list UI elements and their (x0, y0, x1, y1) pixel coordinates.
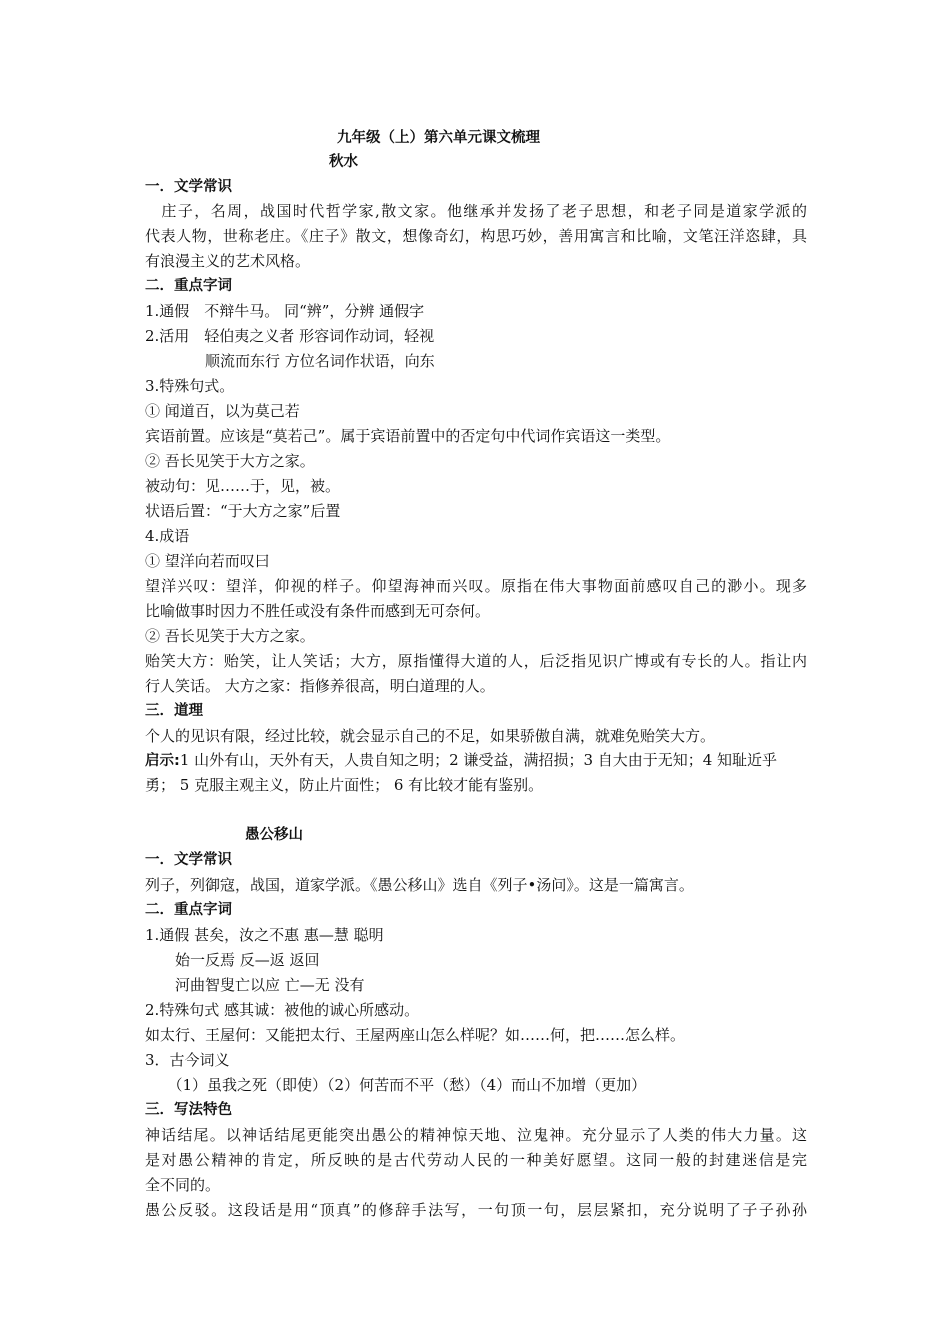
lesson1-enlightenment (145, 750, 777, 771)
lesson2-text-line: 河曲智叟亡以应 亡—无 没有 (145, 976, 365, 994)
lesson2-heading-literary: 一．文学常识 (145, 852, 232, 868)
lesson1-text-line: ① 闻道百，以为莫己若 (145, 402, 300, 420)
lesson2-text-line: 2.特殊句式 感其诚：被他的诚心所感动。 (145, 1001, 420, 1019)
lesson2-heading-words: 二．重点字词 (145, 902, 232, 918)
lesson1-text-line: ① 望洋向若而叹曰 (145, 552, 270, 570)
lesson1-paragraph: 望洋兴叹：望洋，仰视的样子。仰望海神而兴叹。原指在伟大事物面前感叹自己的渺小。现多 (145, 577, 807, 595)
lesson2-title: 愚公移山 (245, 827, 303, 843)
lesson1-paragraph: 贻笑大方：贻笑，让人笑话；大方，原指懂得大道的人，后泛指见识广博或有专长的人。指让内 (145, 652, 807, 670)
lesson1-paragraph: 勇； 5 克服主观主义，防止片面性； 6 有比较才能有鉴别。 (145, 776, 544, 794)
lesson1-text-line: 顺流而东行 方位名词作状语，向东 (145, 352, 435, 370)
lesson2-paragraph: 列子，列御寇，战国，道家学派。《愚公移山》选自《列子•汤问》。这是一篇寓言。 (145, 876, 694, 894)
lesson2-text-line: 1.通假 甚矣，汝之不惠 惠—慧 聪明 (145, 926, 384, 944)
lesson1-title: 秋水 (329, 154, 358, 170)
lesson2-paragraph: 全不同的。 (145, 1176, 221, 1194)
enlightenment-text: 1 山外有山，天外有天，人贵自知之明；2 谦受益，满招损；3 自大由于无知；4 知耻近乎 (179, 751, 778, 769)
lesson1-text-line: 4.成语 (145, 527, 190, 545)
lesson1-paragraph: 比喻做事时因力不胜任或没有条件而感到无可奈何。 (145, 602, 491, 620)
lesson1-text-line: 被动句：见……于，见，被。 (145, 477, 341, 495)
lesson1-heading-lesson: 三．道理 (145, 703, 203, 719)
lesson2-text-line: 如太行、王屋何：又能把太行、王屋两座山怎么样呢？如……何，把……怎么样。 (145, 1026, 686, 1044)
document-title: 九年级（上）第六单元课文梳理 (337, 130, 540, 146)
enlightenment-label: 启示: (145, 753, 180, 769)
lesson1-text-line: 2.活用 轻伯夷之义者 形容词作动词，轻视 (145, 327, 435, 345)
lesson1-paragraph: 庄子，名周，战国时代哲学家,散文家。他继承并发扬了老子思想，和老子同是道家学派的 (145, 202, 807, 220)
lesson2-paragraph: 神话结尾。以神话结尾更能突出愚公的精神惊天地、泣鬼神。充分显示了人类的伟大力量。这 (145, 1126, 807, 1144)
lesson2-paragraph: 愚公反驳。这段话是用“顶真”的修辞手法写，一句顶一句，层层紧扣，充分说明了子子孙孙 (145, 1201, 807, 1219)
lesson2-text-line: 3．古今词义 (145, 1051, 230, 1069)
lesson1-heading-words: 二．重点字词 (145, 278, 232, 294)
lesson1-text-line: ② 吾长见笑于大方之家。 (145, 627, 315, 645)
lesson1-text-line: 3.特殊句式。 (145, 377, 235, 395)
lesson1-paragraph: 有浪漫主义的艺术风格。 (145, 252, 311, 270)
lesson1-paragraph: 行人笑话。 大方之家：指修养很高，明白道理的人。 (145, 677, 495, 695)
lesson1-text-line: 宾语前置。应该是“莫若己”。属于宾语前置中的否定句中代词作宾语这一类型。 (145, 427, 671, 445)
lesson1-text-line: ② 吾长见笑于大方之家。 (145, 452, 315, 470)
lesson1-text-line: 状语后置：“于大方之家”后置 (145, 502, 341, 520)
lesson2-heading-features: 三．写法特色 (145, 1102, 232, 1118)
lesson2-paragraph: 是对愚公精神的肯定，所反映的是古代劳动人民的一种美好愿望。这同一般的封建迷信是完 (145, 1151, 807, 1169)
lesson2-text-line: 始一反焉 反—返 返回 (145, 951, 320, 969)
lesson2-text-line: （1）虽我之死（即使）（2）何苦而不平（愁）（4）而山不加增（更加） (145, 1076, 647, 1094)
lesson1-heading-literary: 一．文学常识 (145, 179, 232, 195)
lesson1-paragraph: 代表人物，世称老庄。《庄子》散文，想像奇幻，构思巧妙，善用寓言和比喻，文笔汪洋恣肆，具 (145, 227, 807, 245)
lesson1-paragraph: 个人的见识有限，经过比较，就会显示自己的不足，如果骄傲自满，就难免贻笑大方。 (145, 727, 716, 745)
lesson1-text-line: 1.通假 不辩牛马。 同“辨”，分辨 通假字 (145, 302, 425, 320)
